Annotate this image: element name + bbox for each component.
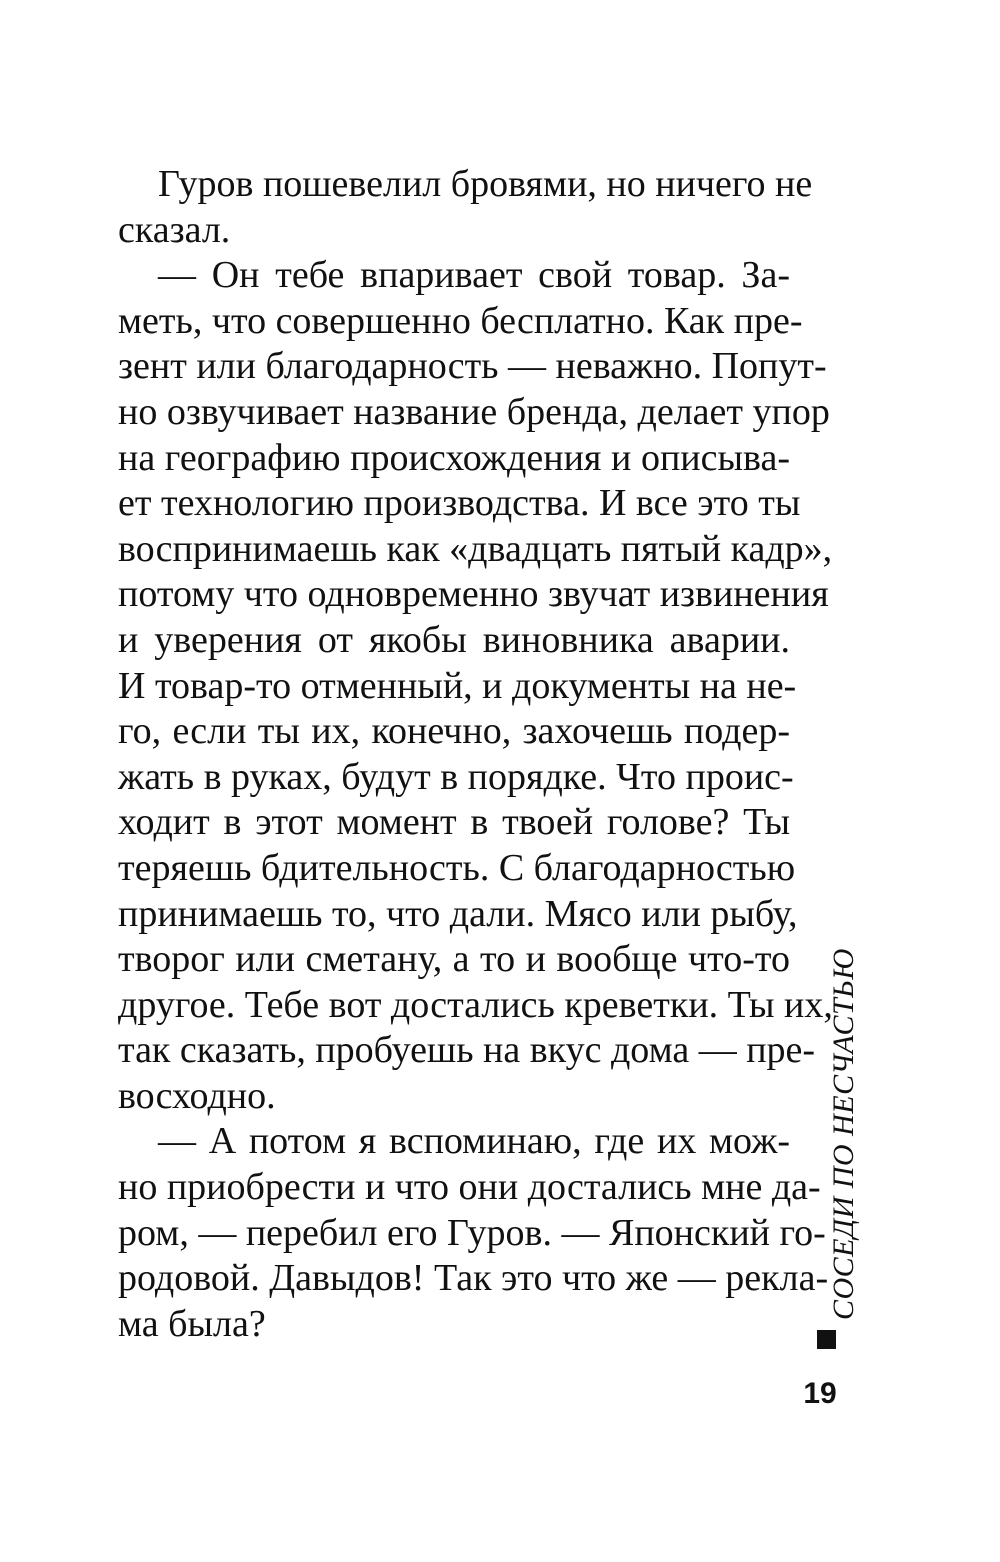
text-line: творог или сметану, а то и вообще что-то: [118, 938, 790, 981]
text-line: родовой. Давыдов! Так это что же — рекла-: [118, 1257, 829, 1300]
text-line: го, если ты их, конечно, захочешь подер-: [118, 710, 790, 753]
text-line: теряешь бдительность. С благодарностью: [118, 846, 796, 889]
text-line: другое. Тебе вот достались креветки. Ты их,: [118, 983, 833, 1026]
text-line: но озвучивает название бренда, делает упор: [118, 390, 830, 433]
text-line: — Он тебе впаривает свой товар. За-: [158, 254, 790, 297]
text-line: ром, — перебил его Гуров. — Японский го-: [118, 1211, 826, 1254]
text-line: сказал.: [118, 208, 231, 251]
text-line: восходно.: [118, 1074, 276, 1117]
text-line: на географию происхождения и описыва-: [118, 436, 790, 479]
text-line: ет технологию производства. И все это ты: [118, 482, 801, 525]
text-line: но приобрести и что они достались мне да-: [118, 1166, 821, 1209]
text-line: и уверения от якобы виновника аварии.: [118, 618, 790, 661]
text-line: ходит в этот момент в твоей голове? Ты: [118, 801, 790, 844]
text-line: И товар-то отменный, и документы на не-: [118, 664, 797, 707]
text-line: меть, что совершенно бесплатно. Как пре-: [118, 299, 803, 342]
text-line: так сказать, пробуешь на вкус дома — пре-: [118, 1029, 816, 1072]
text-line: зент или благодарность — неважно. Попут-: [118, 345, 827, 388]
running-title: СОСЕДИ ПО НЕСЧАСТЬЮ: [827, 948, 860, 1320]
text-line: Гуров пошевелил бровями, но ничего не: [158, 163, 813, 205]
text-line: воспринимаешь как «двадцать пятый кадр»,: [118, 527, 833, 570]
body-text: [118, 162, 833, 1347]
text-line: ма была?: [118, 1302, 266, 1345]
page-number: 19: [803, 1377, 837, 1410]
text-line: — А потом я вспоминаю, где их мож-: [158, 1120, 790, 1163]
text-line: принимаешь то, что дали. Мясо или рыбу,: [118, 892, 798, 935]
text-line: жать в руках, будут в порядке. Что проис-: [118, 755, 794, 798]
text-line: потому что одновременно звучат извинения: [118, 573, 829, 616]
square-marker-icon: [817, 1330, 836, 1349]
